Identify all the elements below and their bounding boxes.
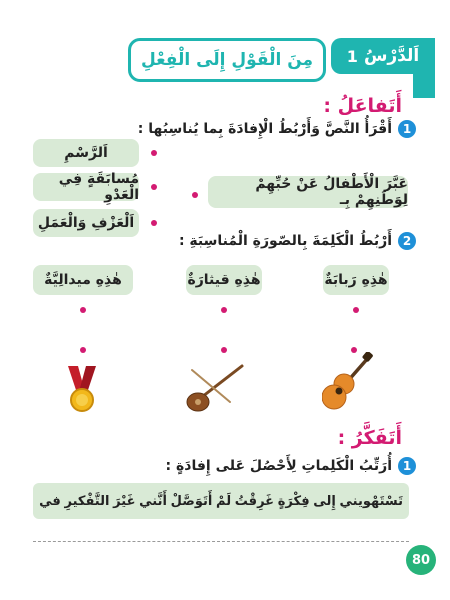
word-bank [33, 483, 409, 519]
option-dot[interactable] [151, 220, 157, 226]
lesson-title-box [128, 38, 326, 82]
word-bank-item[interactable]: غَرِقْتُ [234, 493, 275, 509]
option-running-race[interactable]: مُسابَقَةٍ فِي الْعَدْوِ [33, 173, 139, 201]
word-medal[interactable]: هٰذِهِ ميدالِيَّةٌ [33, 265, 133, 295]
word-dot[interactable] [221, 307, 227, 313]
word-guitar[interactable]: هٰذِهِ قيثارَةٌ [186, 265, 262, 295]
word-bank-item[interactable]: إِلى [313, 493, 336, 509]
section-interact-heading: أَتَفاعَلُ : [323, 95, 402, 117]
q1-instruction: أَقْرَأُ النَّصَّ وَأَرْبُطُ الْإِفادَةَ بِما يُناسِبُها : [137, 121, 392, 137]
option-playing-work[interactable]: اَلْعَزْفِ وَالْعَمَلِ [33, 209, 139, 237]
word-dot[interactable] [80, 307, 86, 313]
answer-line[interactable] [33, 541, 409, 542]
word-dot[interactable] [353, 307, 359, 313]
option-dot[interactable] [151, 184, 157, 190]
page-number: 80 [406, 545, 436, 575]
think-q1-instruction-row [166, 457, 416, 475]
word-bank-item[interactable]: في [39, 493, 61, 509]
guitar-icon[interactable] [322, 352, 374, 410]
section-think-heading: أَتَفَكَّرُ : [337, 427, 402, 449]
sentence-dot[interactable] [192, 192, 198, 198]
q2-instruction: أَرْبُطُ الْكَلِمَةَ بِالصّورَةِ الْمُناسِبَةِ : [178, 233, 392, 249]
lesson-label: اَلدَّرْسُ [363, 46, 420, 66]
lesson-number: 1 [346, 46, 358, 66]
rebab-icon[interactable] [184, 362, 246, 414]
q1-number-badge: 1 [398, 120, 416, 138]
word-rebab[interactable]: هٰذِهِ رَبابَةٌ [323, 265, 389, 295]
option-dot[interactable] [151, 150, 157, 156]
q2-instruction-row [179, 232, 416, 250]
word-bank-item[interactable]: التَّفْكيرِ [64, 493, 110, 509]
image-dot[interactable] [221, 347, 227, 353]
header-strip [413, 74, 435, 98]
word-bank-item[interactable]: أَنَّني [139, 493, 167, 509]
sentence-box: عَبَّرَ الْأَطْفالُ عَنْ حُبِّهِمْ لِوَطَنِهِمْ بِـ [208, 176, 408, 208]
word-bank-item[interactable]: أَتَوَصَّلْ [170, 493, 213, 509]
word-bank-item[interactable]: لَمْ [216, 493, 232, 509]
word-bank-item[interactable]: تَسْتَهْويني [339, 493, 403, 509]
lesson-tab [331, 38, 435, 74]
option-drawing[interactable]: اَلرَّسْمِ [33, 139, 139, 167]
q2-number-badge: 2 [398, 232, 416, 250]
think-q1-instruction: أُرَتِّبُ الْكَلِماتِ لِأَحْصُلَ عَلى إِفادَةٍ : [165, 458, 392, 474]
think-q1-number-badge: 1 [398, 457, 416, 475]
word-bank-item[interactable]: فِكْرَةٍ [277, 493, 310, 509]
lesson-title: مِنَ الْقَوْلِ إِلَى الْفِعْلِ [140, 50, 314, 70]
word-bank-item[interactable]: غَيْرَ [113, 493, 136, 509]
image-dot[interactable] [80, 347, 86, 353]
medal-icon[interactable] [66, 366, 98, 414]
q1-instruction-row [138, 120, 416, 138]
